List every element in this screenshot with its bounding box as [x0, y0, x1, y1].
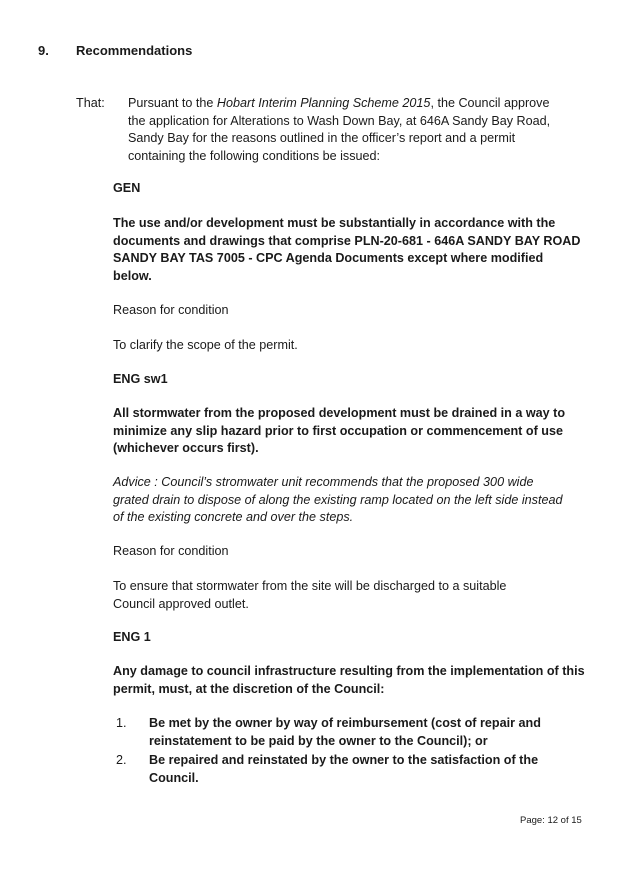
intro-paragraph [128, 95, 568, 165]
reason-label-gen: Reason for condition [113, 303, 229, 317]
condition-text-eng-sw1: All stormwater from the proposed development must be drained in a way to minimize any slip hazard prior to first occupation or commencement of use (whichever occurs first). [113, 406, 566, 455]
scheme-name: Hobart Interim Planning Scheme 2015 [216, 96, 431, 110]
reason-text-eng-sw1: To ensure that stormwater from the site will be discharged to a suitable Council approved outlet. [113, 579, 507, 611]
page-number: Page: 12 of 15 [520, 815, 582, 826]
intro-label: That: [76, 96, 105, 110]
section-title: Recommendations [76, 43, 193, 58]
condition-text-eng-1: Any damage to council infrastructure resulting from the implementation of this permit, must, at the discretion of the Council: [113, 664, 585, 696]
reason-label-eng-sw1: Reason for condition [113, 544, 229, 558]
list-item-number: 1. [116, 716, 127, 730]
reason-text-gen: To clarify the scope of the permit. [113, 338, 298, 352]
intro-text-pre: Pursuant to the [128, 96, 217, 110]
advice-text-eng-sw1: Advice : Council’s stromwater unit recommends that the proposed 300 wide grated drain to dispose of along the existing ramp located on the left side instead of the existing concrete and over the steps. [113, 475, 563, 524]
list-item-number: 2. [116, 753, 127, 767]
list-item-text: Be repaired and reinstated by the owner to the satisfaction of the Council. [149, 753, 539, 785]
condition-code-eng-sw1: ENG sw1 [113, 372, 168, 386]
list-item-text: Be met by the owner by way of reimbursement (cost of repair and reinstatement to be paid by the owner to the Council); or [149, 716, 541, 748]
condition-code-gen: GEN [113, 181, 141, 195]
intro-text-post: , the Council approve the application for Alterations to Wash Down Bay, at 646A Sandy Bay Road, Sandy Bay for the reasons outlined in the officer’s report and a permit containing the following conditions be issued: [128, 96, 551, 163]
section-number: 9. [38, 43, 49, 58]
condition-code-eng-1: ENG 1 [113, 630, 151, 644]
condition-text-gen: The use and/or development must be substantially in accordance with the documents and drawings that comprise PLN-20-681 - 646A SANDY BAY ROAD SANDY BAY TAS 7005 - CPC Agenda Documents except where modified below. [113, 216, 581, 283]
